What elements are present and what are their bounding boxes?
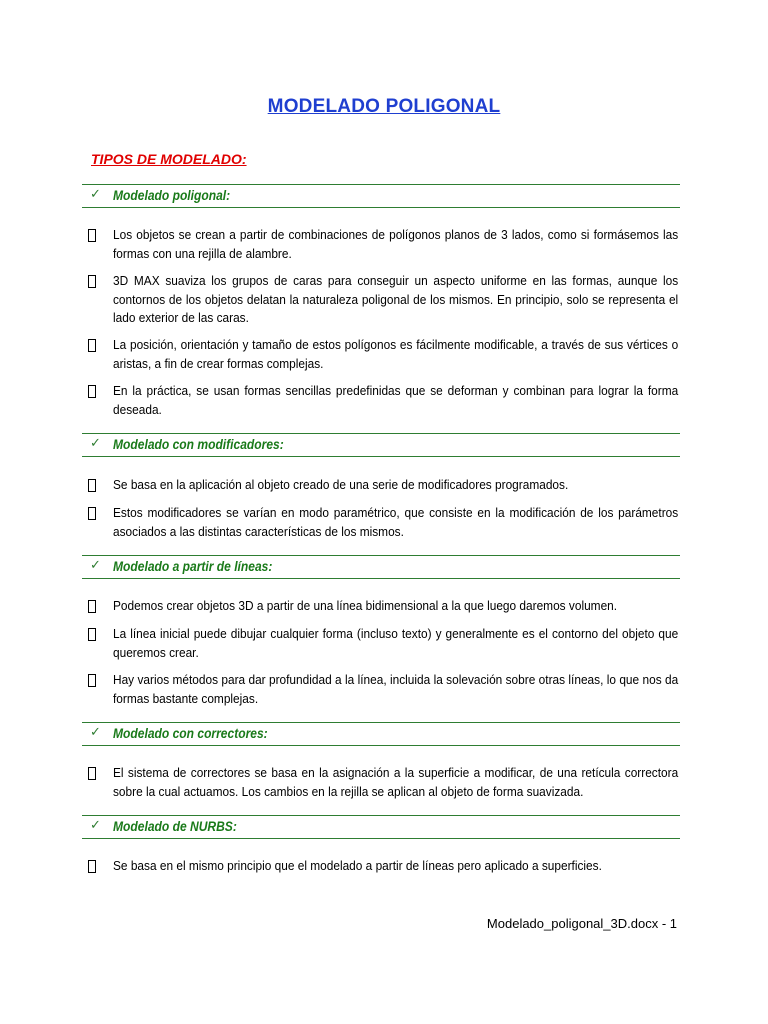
modeling-types-heading: TIPOS DE MODELADO:: [91, 151, 247, 167]
list-item-text: Estos modificadores se varían en modo paramétrico, que consiste en la modificación de los parámetros asociados a las distintas características de los mismos.: [113, 505, 679, 539]
empty-box-bullet-icon: [88, 339, 96, 352]
check-icon: ✓: [90, 558, 101, 573]
empty-box-bullet-icon: [88, 600, 96, 613]
section-title: Modelado poligonal:: [113, 188, 231, 203]
empty-box-bullet-icon: [88, 767, 96, 780]
list-item-text: La línea inicial puede dibujar cualquier forma (incluso texto) y generalmente es el contorno del objeto que queremos crear.: [113, 626, 679, 660]
section-header-poligonal: [82, 184, 680, 208]
check-icon: ✓: [90, 818, 101, 833]
section-header-modificadores: [82, 433, 680, 457]
check-icon: ✓: [90, 436, 101, 451]
empty-box-bullet-icon: [88, 674, 96, 687]
section-title: Modelado de NURBS:: [113, 819, 237, 834]
empty-box-bullet-icon: [88, 628, 96, 641]
list-item-text: En la práctica, se usan formas sencillas predefinidas que se deforman y combinan para lograr la forma deseada.: [113, 383, 679, 417]
empty-box-bullet-icon: [88, 229, 96, 242]
section-header-correctores: [82, 722, 680, 746]
section-header-nurbs: [82, 815, 680, 839]
list-item-text: Los objetos se crean a partir de combinaciones de polígonos planos de 3 lados, como si formásemos las formas con una rejilla de alambre.: [113, 227, 679, 261]
check-icon: ✓: [90, 187, 101, 202]
document-title: MODELADO POLIGONAL: [267, 96, 501, 117]
list-item-text: 3D MAX suaviza los grupos de caras para conseguir un aspecto uniforme en las formas, aunque los contornos de los objetos delatan la naturaleza poligonal de los mismos. En principio, solo se representa el lado exterior de las caras.: [113, 273, 679, 325]
list-item-text: Podemos crear objetos 3D a partir de una línea bidimensional a la que luego daremos volumen.: [113, 598, 618, 613]
empty-box-bullet-icon: [88, 275, 96, 288]
list-item-text: La posición, orientación y tamaño de estos polígonos es fácilmente modificable, a través de sus vértices o aristas, a fin de crear formas complejas.: [113, 337, 679, 371]
section-title: Modelado con modificadores:: [113, 437, 284, 452]
list-item-text: Se basa en la aplicación al objeto creado de una serie de modificadores programados.: [113, 477, 569, 492]
section-title: Modelado a partir de líneas:: [113, 559, 273, 574]
check-icon: ✓: [90, 725, 101, 740]
list-item-text: Hay varios métodos para dar profundidad a la línea, incluida la solevación sobre otras líneas, lo que nos da formas bastante complejas.: [113, 672, 679, 706]
section-title: Modelado con correctores:: [113, 726, 268, 741]
list-item-text: Se basa en el mismo principio que el modelado a partir de líneas pero aplicado a superficies.: [113, 858, 602, 873]
empty-box-bullet-icon: [88, 385, 96, 398]
empty-box-bullet-icon: [88, 860, 96, 873]
list-item-text: El sistema de correctores se basa en la asignación a la superficie a modificar, de una retícula correctora sobre la cual actuamos. Los cambios en la rejilla se aplican al objeto de forma suavizada.: [113, 765, 679, 799]
page-footer: Modelado_poligonal_3D.docx - 1: [486, 916, 677, 931]
empty-box-bullet-icon: [88, 479, 96, 492]
empty-box-bullet-icon: [88, 507, 96, 520]
section-header-lineas: [82, 555, 680, 579]
